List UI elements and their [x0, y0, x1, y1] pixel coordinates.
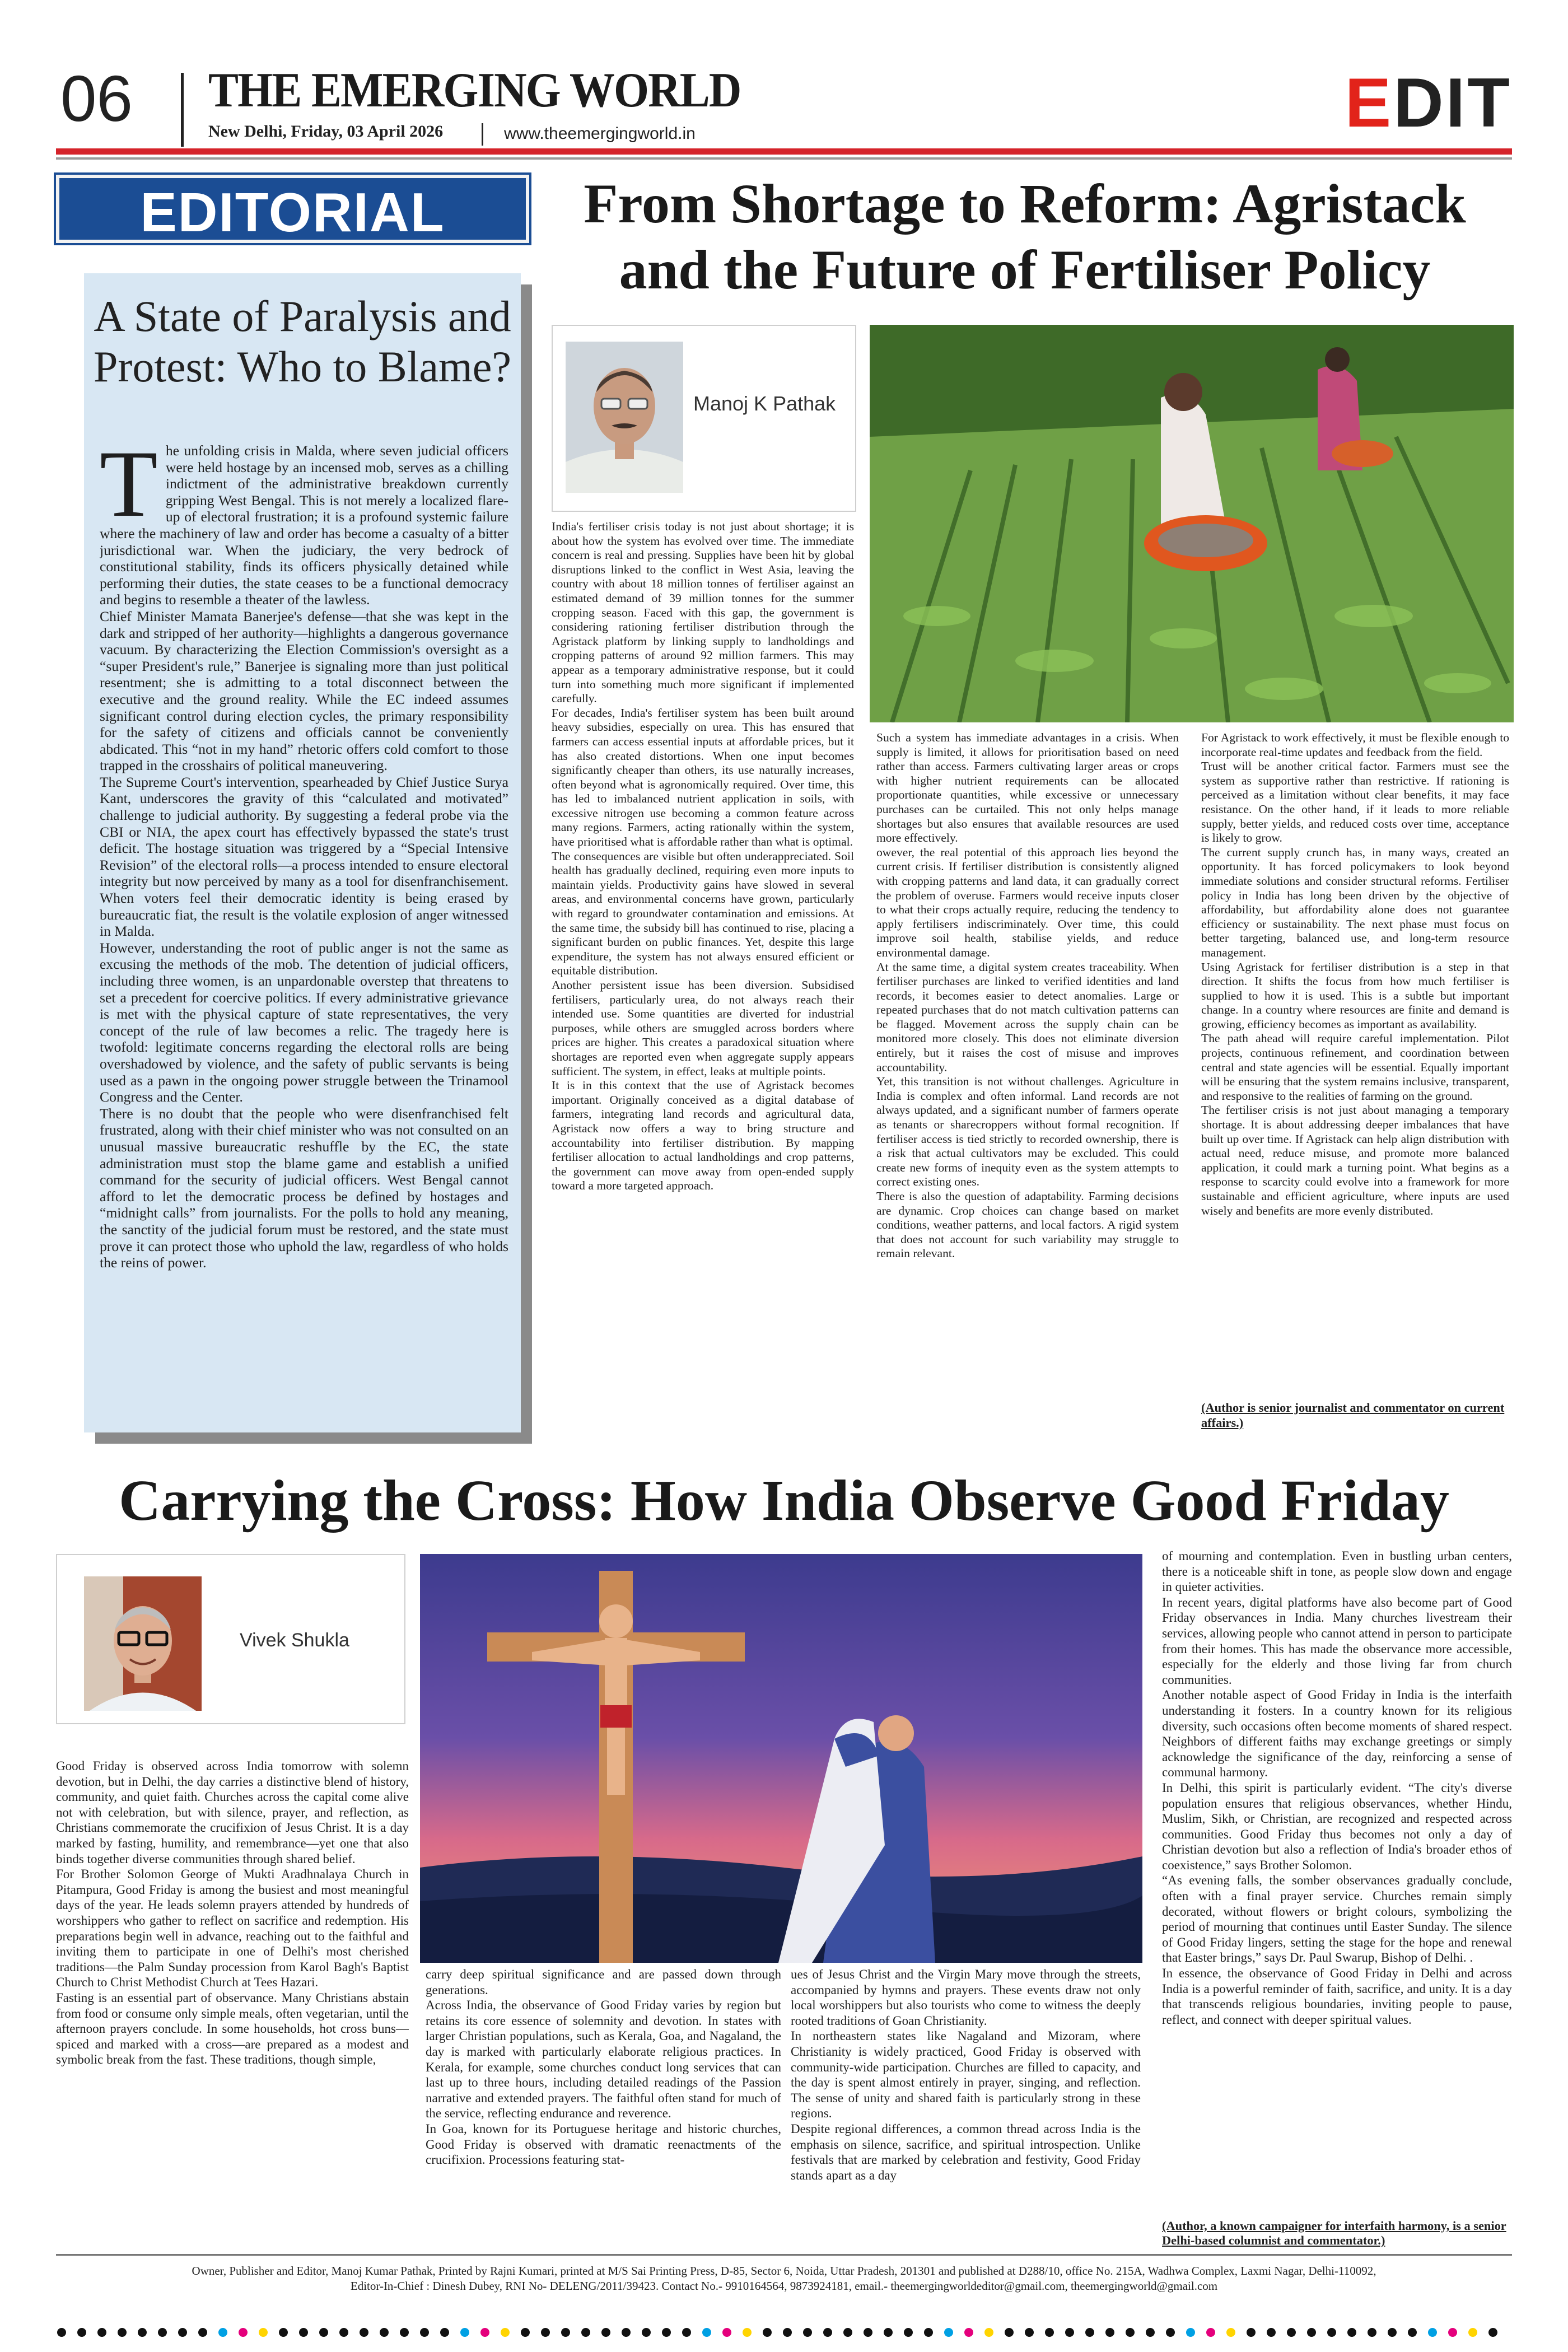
author-photo [84, 1576, 202, 1711]
registration-dot [1267, 2328, 1276, 2337]
registration-dot [823, 2328, 832, 2337]
section-label-accent: E [1345, 64, 1394, 142]
registration-dot [1065, 2328, 1074, 2337]
registration-dot [924, 2328, 933, 2337]
registration-dot [420, 2328, 429, 2337]
registration-dot [360, 2328, 368, 2337]
registration-dot [984, 2328, 993, 2337]
registration-dot [77, 2328, 86, 2337]
author-name: Manoj K Pathak [693, 392, 836, 415]
registration-dot [138, 2328, 147, 2337]
registration-dot [1186, 2328, 1195, 2337]
registration-dot [1206, 2328, 1215, 2337]
registration-dot [702, 2328, 711, 2337]
section-label [1345, 64, 1512, 142]
registration-dot [1388, 2328, 1397, 2337]
article-paragraph: The fertiliser crisis is not just about managing a temporary shortage. It is about addressing deeper imbalances that have built up over time. If Agristack can help align distribution with actual need, reduce misuse, and promote more balanced application, it could mark a turning point. What begins as a response to scarcity could evolve into a framework for more sustainable and efficient agriculture, where inputs are used wisely and benefits are more evenly distributed. [1201, 1103, 1509, 1217]
registration-dot [1045, 2328, 1054, 2337]
registration-dot [743, 2328, 752, 2337]
registration-dot [158, 2328, 167, 2337]
registration-dot [682, 2328, 691, 2337]
registration-dot [1327, 2328, 1336, 2337]
editorial-paragraph: Chief Minister Mamata Banerjee's defense—that she was kept in the dark and stripped of her authority—highlights a dangerous governance vacuum. By characterizing the Election Commission's oversight as a “super President's rule,” Banerjee is signaling more than just political resentment; she is admitting to a total disconnect between the executive and the ground reality. While the EC indeed assumes significant control during election cycles, the primary responsibility for the safety of citizens and officials cannot be conveniently abdicated. This “not in my hand” rhetoric offers cold comfort to those trapped in the crosshairs of political maneuvering. [100, 608, 508, 774]
registration-dot [239, 2328, 248, 2337]
registration-dot [783, 2328, 792, 2337]
author-photo [566, 342, 683, 493]
registration-dot [57, 2328, 66, 2337]
registration-dot [944, 2328, 953, 2337]
registration-dot [722, 2328, 731, 2337]
goodfriday-headline: Carrying the Cross: How India Observe Good Friday [119, 1468, 1449, 1533]
article-paragraph: Another persistent issue has been diversion. Subsidised fertilisers, particularly urea, do not always reach their intended use. Some quantities are diverted for industrial purposes, while others are smuggled across borders where prices are higher. This creates a paradoxical situation where shortages are reported even when aggregate supply appears sufficient. The system, in effect, leaks at multiple points. [552, 978, 854, 1078]
registration-dot [1247, 2328, 1256, 2337]
registration-dot [843, 2328, 852, 2337]
goodfriday-column-2 [426, 1967, 781, 2247]
article-paragraph: Fasting is an essential part of observance. Many Christians abstain from food or consume only simple meals, often vegetarian, until the afternoon prayers conclude. In some households, hot cross buns—spiced and marked with a cross—are prepared as a modest and symbolic break from the fast. These traditions, though simple, [56, 1990, 409, 2067]
registration-dot [1146, 2328, 1155, 2337]
registration-dot [178, 2328, 187, 2337]
article-paragraph: Good Friday is observed across India tomorrow with solemn devotion, but in Delhi, the day carries a distinctive blend of history, community, and quiet faith. Churches across the capital come alive not with celebration, but with silence, prayer, and reflection, as Christians commemorate the crucifixion of Jesus Christ. It is a day marked by fasting, humility, and remembrance—yet one that also binds together diverse communities through shared belief. [56, 1759, 409, 1866]
farm-field-photo [870, 325, 1514, 722]
editorial-title: A State of Paralysis and Protest: Who to Blame? [94, 292, 511, 391]
article-paragraph: “As evening falls, the somber observances gradually conclude, often with a final prayer service. Churches remain simply decorated, without flowers or bright colours, symbolizing the period of mourning that continues until Easter Sunday. The silence of Good Friday lingers, setting the stage for the hope and renewal that Easter brings,” says Dr. Paul Swarup, Bishop of Delhi. . [1162, 1873, 1512, 1965]
registration-dot [380, 2328, 389, 2337]
author-name: Vivek Shukla [240, 1630, 349, 1651]
registration-dot [581, 2328, 590, 2337]
article-paragraph: There is also the question of adaptability. Farming decisions are dynamic. Crop choices can change based on market conditions, weather patterns, and local factors. A rigid system that does not account for such variability may struggle to remain relevant. [876, 1189, 1179, 1261]
registration-dot [1287, 2328, 1296, 2337]
registration-dot [1488, 2328, 1497, 2337]
masthead-rule-thin [56, 157, 1512, 160]
section-label-rest: DIT [1393, 64, 1512, 142]
publication-name: THE EMERGING WORLD [208, 63, 741, 118]
agristack-headline: From Shortage to Reform: Agristack and the Future of Fertiliser Policy [584, 172, 1466, 301]
editorial-label: EDITORIAL [56, 175, 529, 243]
registration-dot [218, 2328, 227, 2337]
imprint-line: Editor-In-Chief : Dinesh Dubey, RNI No- DELENG/2011/39423. Contact No.- 9910164564, 9873924181, email.- theemergingworldeditor@gmail.com, theemergingworld@gmail.com [350, 2279, 1218, 2293]
registration-dot [1166, 2328, 1175, 2337]
registration-dot [279, 2328, 288, 2337]
article-paragraph: India's fertiliser crisis today is not just about shortage; it is about how the system has evolved over time. The immediate concern is real and pressing. Supplies have been hit by global disruptions linked to the conflict in West Asia, leaving the country with about 18 million tonnes of fertiliser against an estimated demand of 39 million tonnes for the summer cropping season. Faced with this gap, the government is considering rationing fertiliser distribution through the Agristack platform by linking supply to landholdings and cropping patterns of around 92 million farmers. This may appear as a temporary administrative response, but it could turn into something much more significant if implemented carefully. [552, 520, 854, 706]
registration-dot [480, 2328, 489, 2337]
article-paragraph: carry deep spiritual significance and are passed down through generations. [426, 1967, 781, 1997]
registration-dot [501, 2328, 510, 2337]
registration-dot [1428, 2328, 1437, 2337]
registration-dot [864, 2328, 872, 2337]
article-paragraph: Another notable aspect of Good Friday in India is the interfaith understanding it fosters. In a country known for its religious diversity, such occasions often become moments of shared respect. Neighbors of different faiths may exchange greetings or simply acknowledge the significance of the day, reinforcing a sense of communal harmony. [1162, 1688, 1512, 1780]
article-paragraph: Using Agristack for fertiliser distribution is a step in that direction. It shifts the focus from how much fertiliser is supplied to how it is used. This is a subtle but important change. In a country where resources are finite and demand is growing, efficiency becomes as important as availability. [1201, 960, 1509, 1031]
footer-rule [56, 2254, 1512, 2256]
goodfriday-column-4 [1162, 1548, 1512, 2218]
article-paragraph: In northeastern states like Nagaland and Mizoram, where Christianity is widely practiced, Good Friday is observed with community-wide participation. Churches are filled to capacity, and the day is spent almost entirely in prayer, singing, and reflection. The sense of unity and shared faith is particularly strong in these regions. [791, 2029, 1141, 2121]
editorial-paragraph [100, 442, 508, 608]
article-paragraph: The path ahead will require careful implementation. Pilot projects, continuous refinement, and coordination between central and state agencies will be essential. Equally important will be ensuring that the system remains inclusive, transparent, and responsive to the realities of farming on the ground. [1201, 1032, 1509, 1103]
masthead-rule [56, 148, 1512, 155]
article-paragraph: Despite regional differences, a common thread across India is the emphasis on silence, sacrifice, and spiritual introspection. Unlike festivals that are marked by celebration and festivity, Good Friday stands apart as a day [791, 2121, 1141, 2182]
article-paragraph: Yet, this transition is not without challenges. Agriculture in India is complex and often informal. Land records are not always updated, and a significant number of farmers operate as tenants or sharecroppers without formal recognition. If fertiliser access is tied strictly to recorded ownership, there is a risk that actual cultivators may be excluded. This could create new forms of inequity even as the system attempts to correct existing ones. [876, 1075, 1179, 1189]
registration-dot [400, 2328, 409, 2337]
author-credit: (Author, a known campaigner for interfaith harmony, is a senior Delhi-based columnist and commentator.) [1162, 2219, 1506, 2247]
registration-dot [1005, 2328, 1014, 2337]
registration-dot [904, 2328, 913, 2337]
registration-dot [1025, 2328, 1034, 2337]
article-paragraph: For decades, India's fertiliser system has been built around heavy subsidies, especially on urea. This has ensured that farmers can access essential inputs at affordable prices, but it has also created distortions. When one input becomes significantly cheaper than others, its use naturally increases, often beyond what is agronomically required. Over time, this has led to imbalanced nutrient application in soils, with excessive nitrogen use becoming a common feature across many regions. Farmers, acting rationally within the system, have prioritised what is affordable rather than what is optimal. [552, 706, 854, 849]
agristack-column-3 [1201, 731, 1509, 1431]
registration-dot [339, 2328, 348, 2337]
registration-dot [118, 2328, 127, 2337]
article-paragraph: For Agristack to work effectively, it must be flexible enough to incorporate real-time updates and feedback from the field. [1201, 731, 1509, 759]
author-credit: (Author is senior journalist and commentator on current affairs.) [1201, 1401, 1505, 1430]
website-link[interactable]: www.theemergingworld.in [504, 124, 696, 143]
article-paragraph: The consequences are visible but often underappreciated. Soil health has gradually declined, requiring even more inputs to maintain yields. Productivity gains have slowed in several areas, and environmental concerns have grown, particularly with regard to groundwater contamination and emissions. At the same time, the subsidy bill has continued to rise, placing a significant burden on public finances. Yet, despite this large expenditure, the system has not always ensured efficient or equitable distribution. [552, 849, 854, 978]
registration-dots [56, 2327, 1512, 2338]
editorial-paragraph: There is no doubt that the people who were disenfranchised felt frustrated, along with their chief minister who was not consulted on an unusual massive bureaucratic reshuffle by the EC, the state administration must stop the blame game and establish a unified command for the security of judicial officers. West Bengal cannot afford to let the democratic process be defined by hostages and “midnight calls” from journalists. For the polls to hold any meaning, the sanctity of the judicial forum must be restored, and the state must prove it can protect those who uphold the law, regardless of who holds the reins of power. [100, 1105, 508, 1271]
registration-dot [662, 2328, 671, 2337]
article-paragraph: In Delhi, this spirit is particularly evident. “The city's diverse population ensures that religious observances, whether Hindu, Muslim, Sikh, or Christian, are recognized and respected across communities. Good Friday thus becomes not only a day of Christian devotion but also a reflection of India's broader ethos of coexistence,” says Brother Solomon. [1162, 1780, 1512, 1872]
registration-dot [299, 2328, 308, 2337]
article-paragraph: ues of Jesus Christ and the Virgin Mary move through the streets, accompanied by hymns and prayers. These events draw not only local worshippers but also tourists who come to witness the deeply rooted traditions of Goan Christianity. [791, 1967, 1141, 2028]
registration-dot [198, 2328, 207, 2337]
registration-dot [97, 2328, 106, 2337]
page-number: 06 [60, 62, 133, 135]
editorial-paragraph: However, understanding the root of public anger is not the same as excusing the methods of the mob. The detention of judicial officers, including three women, is an unpardonable overstep that threatens to set a precedent for coercive politics. If every administrative grievance is met with the physical capture of state representatives, the very concept of the rule of law becomes a relic. The tragedy here is twofold: legitimate concerns regarding the electoral rolls are being overshadowed by violence, and the safety of public servants is being used as a pawn in the ongoing power struggle between the Trinamool Congress and the Center. [100, 939, 508, 1105]
crucifixion-illustration [420, 1554, 1142, 1963]
agristack-column-1 [552, 520, 854, 1432]
registration-dot [259, 2328, 268, 2337]
registration-dot [1448, 2328, 1457, 2337]
registration-dot [1347, 2328, 1356, 2337]
registration-dot [1468, 2328, 1477, 2337]
editorial-body [100, 442, 508, 1417]
article-paragraph: Across India, the observance of Good Friday varies by region but retains its core essence of solemnity and devotion. In states with larger Christian populations, such as Kerala, Goa, and Nagaland, the day is marked with particularly elaborate religious practices. In Kerala, for example, some churches conduct long services that can last up to three hours, including detailed readings of the Passion narrative and extended prayers. The faithful often stand for much of the service, reflecting endurance and reverence. [426, 1998, 781, 2121]
article-paragraph: In Goa, known for its Portuguese heritage and historic churches, Good Friday is observed with dramatic reenactments of the crucifixion. Processions featuring stat- [426, 2121, 781, 2167]
registration-dot [460, 2328, 469, 2337]
registration-dot [601, 2328, 610, 2337]
masthead-divider [181, 73, 184, 147]
registration-dot [803, 2328, 812, 2337]
registration-dot [622, 2328, 631, 2337]
registration-dot [1126, 2328, 1135, 2337]
article-paragraph: Such a system has immediate advantages in a crisis. When supply is limited, it allows for prioritisation based on need rather than access. Farmers cultivating larger areas or crops with higher nutrient requirements can be allocated proportionate quantities, while excessive or unnecessary purchases can be curtailed. This not only helps manage shortages but also ensures that available resources are used more effectively. [876, 731, 1179, 845]
issue-date-line: New Delhi, Friday, 03 April 2026 [208, 122, 444, 141]
imprint-line: Owner, Publisher and Editor, Manoj Kumar Pathak, Printed by Rajni Kumari, printed at M/S Sai Printing Press, D-85, Sector 6, Noida, Uttar Pradesh, 201301 and published at D288/10, office No. 215A, Wadhwa Complex, Laxmi Nagar, Delhi-110092, [192, 2264, 1376, 2278]
registration-dot [1307, 2328, 1316, 2337]
registration-dot [1105, 2328, 1114, 2337]
editorial-paragraph-text: he unfolding crisis in Malda, where seven judicial officers were held hostage by an incensed mob, serves as a chilling indictment of the administrative breakdown currently gripping West Bengal. This is not merely a localized flare-up of electoral frustration; it is a profound systemic failure where the machinery of law and order has become a casualty of a bitter jurisdictional war. When the judiciary, the very bedrock of constitutional stability, finds its officers physically detained while performing their duties, the state ceases to be a functional democracy and begins to resemble a theater of the lawless. [100, 442, 508, 608]
article-paragraph: Trust will be another critical factor. Farmers must see the system as supportive rather than restrictive. If rationing is perceived as a limitation without clear benefits, it may face resistance. On the other hand, if it leads to more reliable supply, better yields, and reduced costs over time, acceptance is likely to grow. [1201, 759, 1509, 845]
drop-cap: T [100, 442, 158, 536]
article-paragraph: In recent years, digital platforms have also become part of Good Friday observances in India. Many churches livestream their services, allowing people who cannot attend in person to participate from their homes. This has made the observance more accessible, especially for the elderly and those living far from church communities. [1162, 1595, 1512, 1687]
registration-dot [440, 2328, 449, 2337]
registration-dot [521, 2328, 530, 2337]
registration-dot [319, 2328, 328, 2337]
registration-dot [763, 2328, 772, 2337]
registration-dot [1226, 2328, 1235, 2337]
goodfriday-column-3 [791, 1967, 1141, 2247]
editorial-paragraph: The Supreme Court's intervention, spearheaded by Chief Justice Surya Kant, underscores the gravity of this “calculated and motivated” challenge to judicial authority. By suggesting a federal probe via the CBI or NIA, the apex court has effectively bypassed the state's trust deficit. The hostage situation was triggered by a “Special Intensive Revision” of the electoral rolls—a process intended to ensure electoral integrity but now perceived by many as a tool for disenfranchisement. When voters feel their democratic identity is being erased by bureaucratic fiat, the result is the volatile explosion of anger witnessed in Malda. [100, 773, 508, 940]
registration-dot [642, 2328, 651, 2337]
article-paragraph: owever, the real potential of this approach lies beyond the current crisis. If fertiliser distribution is consistently aligned with cropping patterns and land data, it can gradually correct the problem of overuse. Farmers would receive inputs closer to what their crops actually require, reducing the tendency to apply fertilisers indiscriminately. Over time, this could improve soil health, stabilise yields, and reduce environmental damage. [876, 845, 1179, 959]
goodfriday-column-1 [56, 1758, 409, 2246]
registration-dot [561, 2328, 570, 2337]
registration-dot [1368, 2328, 1376, 2337]
registration-dot [541, 2328, 550, 2337]
article-paragraph: At the same time, a digital system creates traceability. When fertiliser purchases are linked to verified identities and land records, it becomes easier to detect anomalies. Large or repeated purchases that do not match cultivation patterns can be flagged. Movement across the supply chain can be monitored more closely. This does not eliminate diversion entirely, but it raises the cost of misuse and improves accountability. [876, 960, 1179, 1074]
registration-dot [1408, 2328, 1417, 2337]
article-paragraph: For Brother Solomon George of Mukti Aradhnalaya Church in Pitampura, Good Friday is among the busiest and most meaningful days of the year. He leads solemn prayers attended by hundreds of worshippers who gather to reflect on sacrifice and redemption. His preparations begin well in advance, reaching out to the faithful and inviting them to participate in one of Delhi's most cherished traditions—the Palm Sunday procession from Karol Bagh's Baptist Church to Christ Methodist Church at Tees Hazari. [56, 1867, 409, 1990]
article-paragraph: In essence, the observance of Good Friday in Delhi and across India is a powerful reminder of faith, sacrifice, and unity. It is a day that transcends religious boundaries, inviting people to pause, reflect, and connect with deeper spiritual values. [1162, 1966, 1512, 2027]
article-paragraph: The current supply crunch has, in many ways, created an opportunity. It has forced policymakers to look beyond immediate solutions and consider structural reforms. Fertiliser policy in India has long been driven by the objective of affordability, but affordability alone does not guarantee efficiency or sustainability. The next phase must focus on better targeting, balanced use, and long-term resource management. [1201, 845, 1509, 959]
issue-divider [482, 123, 483, 146]
registration-dot [1085, 2328, 1094, 2337]
registration-dot [884, 2328, 893, 2337]
registration-dot [964, 2328, 973, 2337]
article-paragraph: It is in this context that the use of Agristack becomes important. Originally conceived as a digital database of farmers, integrating land records and agricultural data, Agristack now offers a way to bring structure and accountability into fertiliser distribution. By mapping fertiliser allocation to actual landholdings and crop patterns, the government can move away from open-ended supply toward a more targeted approach. [552, 1079, 854, 1193]
agristack-column-2 [876, 731, 1179, 1431]
article-paragraph: of mourning and contemplation. Even in bustling urban centers, there is a noticeable shift in tone, as people slow down and engage in quieter activities. [1162, 1549, 1512, 1594]
